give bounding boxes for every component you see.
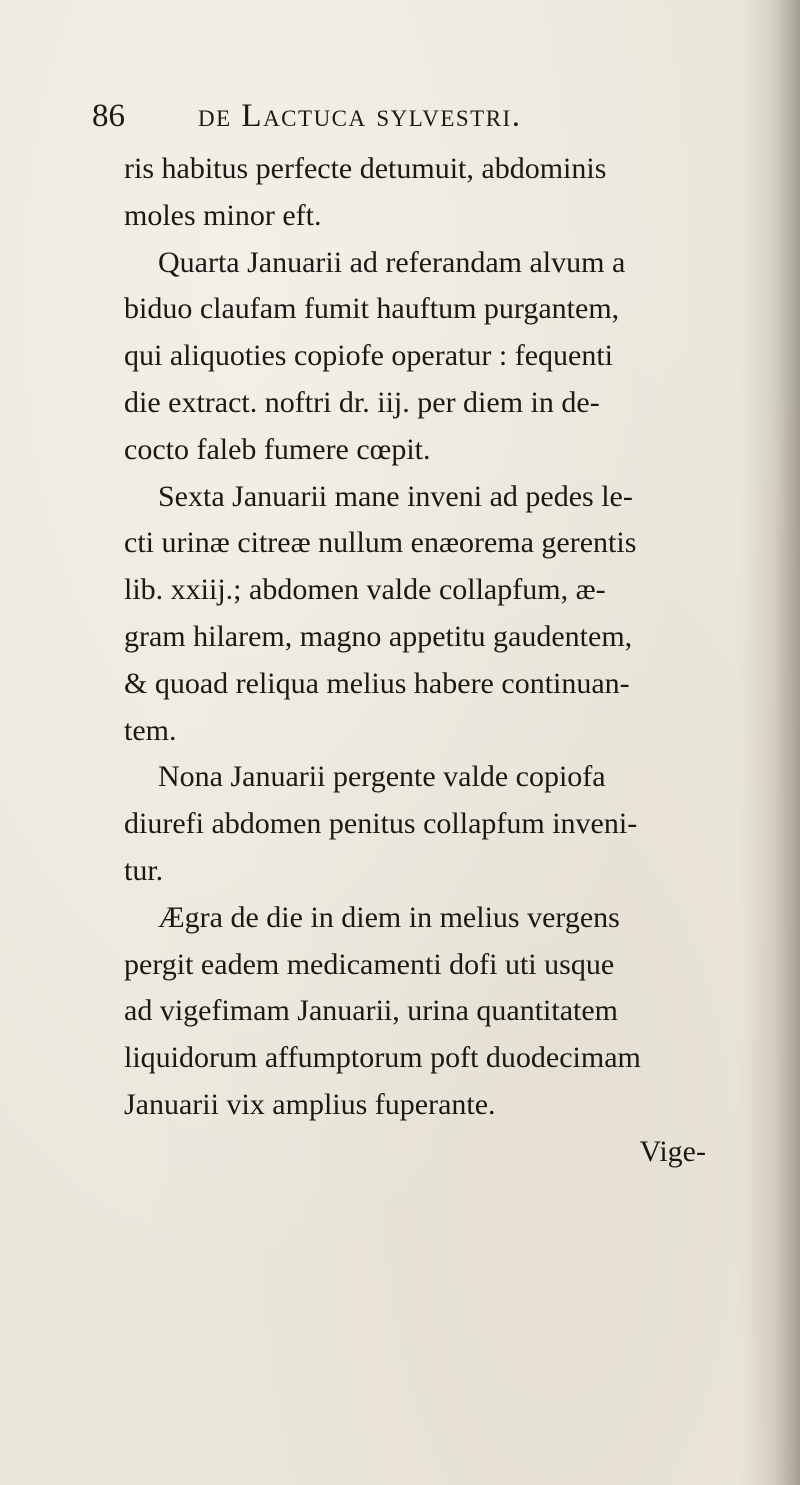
text-line: moles minor eft. xyxy=(124,198,322,232)
running-title: de Lactuca sylvestri. xyxy=(198,98,522,134)
text-line: tem. xyxy=(124,713,177,747)
text-line: qui aliquoties copiofe operatur : fequenti xyxy=(124,339,614,373)
text-line: cti urinæ citreæ nullum enæorema gerentis xyxy=(124,526,637,560)
paragraph-start-line: Sexta Januarii mane inveni ad pedes le- xyxy=(158,479,633,513)
text-line: liquidorum affumptorum poft duodecimam xyxy=(124,1041,641,1075)
text-line: pergit eadem medicamenti dofi uti usque xyxy=(124,947,615,981)
paragraph-start-line: Quarta Januarii ad referandam alvum a xyxy=(158,245,626,279)
text-line: cocto faleb fumere cœpit. xyxy=(124,432,431,466)
paragraph-start-line: Ægra de die in diem in melius vergens xyxy=(158,900,620,934)
text-line: lib. xxiij.; abdomen valde collapfum, æ- xyxy=(124,573,606,607)
text-line: tur. xyxy=(124,853,164,887)
page-number: 86 xyxy=(92,98,125,134)
running-head xyxy=(92,92,732,140)
text-line: Januarii vix amplius fuperante. xyxy=(124,1087,496,1121)
text-line: diurefi abdomen penitus collapfum inveni- xyxy=(124,807,638,841)
paragraph-start-line: Nona Januarii pergente valde copiofa xyxy=(158,760,606,794)
text-line: gram hilarem, magno appetitu gaudentem, xyxy=(124,619,633,653)
text-line: ad vigefimam Januarii, urina quantitatem xyxy=(124,994,619,1028)
text-line: die extract. noftri dr. iij. per diem in de- xyxy=(124,385,600,419)
text-line: & quoad reliqua melius habere continuan- xyxy=(124,666,630,700)
text-line: biduo claufam fumit hauftum purgantem, xyxy=(124,292,620,326)
text-line: ris habitus perfecte detumuit, abdominis xyxy=(124,152,607,185)
body-text xyxy=(124,146,764,1176)
catchword: Vige- xyxy=(639,1134,706,1168)
